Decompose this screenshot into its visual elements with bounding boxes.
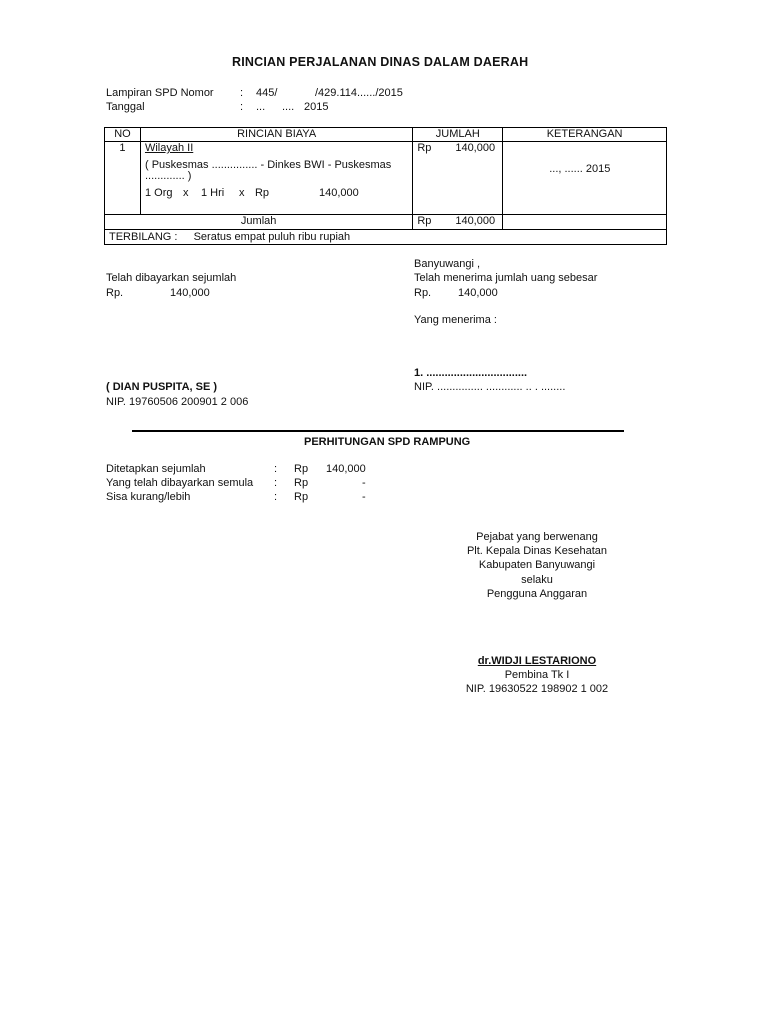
rampung-row-2-rp: Rp (294, 477, 309, 489)
official-rank: Pembina Tk I (504, 669, 570, 682)
total-keterangan (503, 215, 667, 230)
tanggal-label: Tanggal (106, 101, 145, 113)
calc-hri: 1 Hri (200, 187, 225, 199)
rampung-row-1-rp: Rp (294, 463, 309, 475)
calc-times-2: x (238, 187, 245, 199)
official-line-5: Pengguna Anggaran (486, 587, 588, 600)
rampung-title: PERHITUNGAN SPD RAMPUNG (304, 436, 471, 448)
lampiran-label: Lampiran SPD Nomor (106, 87, 214, 99)
rampung-row-3-rp: Rp (294, 491, 309, 503)
calc-amount: 140,000 (318, 187, 359, 199)
terbilang-value: Seratus empat puluh ribu rupiah (193, 231, 351, 243)
table-row (105, 142, 667, 215)
official-block (437, 530, 637, 601)
calc-times-1: x (182, 187, 189, 199)
table-total-row (105, 215, 667, 230)
lampiran-number-suffix: /429.114....../2015 (315, 87, 403, 99)
tanggal-colon: : (240, 101, 244, 113)
terbilang-label: TERBILANG : (109, 231, 178, 243)
route-line-1: ( Puskesmas ............... - Dinkes BWI - Puskesmas (144, 159, 392, 171)
official-line-4: selaku (521, 573, 553, 586)
header-jumlah: JUMLAH (413, 128, 503, 142)
official-signature-block (437, 654, 637, 697)
keterangan-date: ..., ...... 2015 (549, 163, 611, 175)
receiver-signature-line: 1. ................................. (414, 367, 528, 379)
rampung-row-3-colon: : (274, 491, 278, 503)
header-no: NO (105, 128, 141, 142)
row-jumlah (413, 142, 503, 215)
official-name: dr.WIDJI LESTARIONO (477, 655, 597, 667)
official-line-3: Kabupaten Banyuwangi (478, 559, 596, 572)
rampung-row-1-label: Ditetapkan sejumlah (106, 463, 206, 475)
paid-amount: 140,000 (170, 287, 210, 299)
received-label: Telah menerima jumlah uang sebesar (414, 272, 598, 284)
rampung-row-2-colon: : (274, 477, 278, 489)
treasurer-name: ( DIAN PUSPITA, SE ) (106, 381, 218, 393)
header-rincian-biaya: RINCIAN BIAYA (140, 128, 412, 142)
city-label: Banyuwangi , (414, 258, 481, 270)
section-divider (132, 430, 624, 432)
total-jumlah (413, 215, 503, 230)
document-title: RINCIAN PERJALANAN DINAS DALAM DAERAH (232, 55, 529, 69)
wilayah-label: Wilayah II (144, 142, 194, 154)
row-rincian (140, 142, 412, 215)
received-rp: Rp. (414, 287, 432, 299)
route-line-2: ............. ) (144, 170, 192, 182)
calc-rp: Rp (254, 187, 270, 199)
calc-org: 1 Org (144, 187, 173, 199)
row-no: 1 (105, 142, 141, 215)
row-jumlah-amount: 140,000 (455, 142, 496, 154)
row-keterangan (503, 142, 667, 215)
lampiran-colon: : (240, 87, 244, 99)
receiver-nip: NIP. ............... ............ .. . ........ (414, 381, 566, 393)
tanggal-day: ... (256, 101, 266, 113)
terbilang-row (105, 230, 667, 245)
receiver-label: Yang menerima : (414, 314, 497, 326)
paid-label: Telah dibayarkan sejumlah (106, 272, 237, 284)
tanggal-year: 2015 (304, 101, 329, 113)
rampung-row-2-value: - (362, 477, 366, 489)
total-rp: Rp (417, 215, 432, 227)
treasurer-nip: NIP. 19760506 200901 2 006 (106, 396, 249, 408)
rampung-row-1-colon: : (274, 463, 278, 475)
official-nip: NIP. 19630522 198902 1 002 (465, 683, 609, 696)
received-amount: 140,000 (458, 287, 498, 299)
official-line-2: Plt. Kepala Dinas Kesehatan (466, 545, 608, 558)
header-keterangan: KETERANGAN (503, 128, 667, 142)
rampung-row-2-label: Yang telah dibayarkan semula (106, 477, 254, 489)
paid-rp: Rp. (106, 287, 124, 299)
terbilang-cell (105, 230, 667, 245)
rampung-row-3-label: Sisa kurang/lebih (106, 491, 191, 503)
rampung-row-1-value: 140,000 (326, 463, 366, 475)
table-header-row (105, 128, 667, 142)
lampiran-number-prefix: 445/ (256, 87, 278, 99)
row-jumlah-rp: Rp (417, 142, 432, 154)
total-label: Jumlah (105, 215, 413, 230)
tanggal-month: .... (282, 101, 295, 113)
official-line-1: Pejabat yang berwenang (476, 531, 598, 543)
rincian-table (104, 127, 667, 245)
rampung-row-3-value: - (362, 491, 366, 503)
total-amount: 140,000 (455, 215, 496, 227)
